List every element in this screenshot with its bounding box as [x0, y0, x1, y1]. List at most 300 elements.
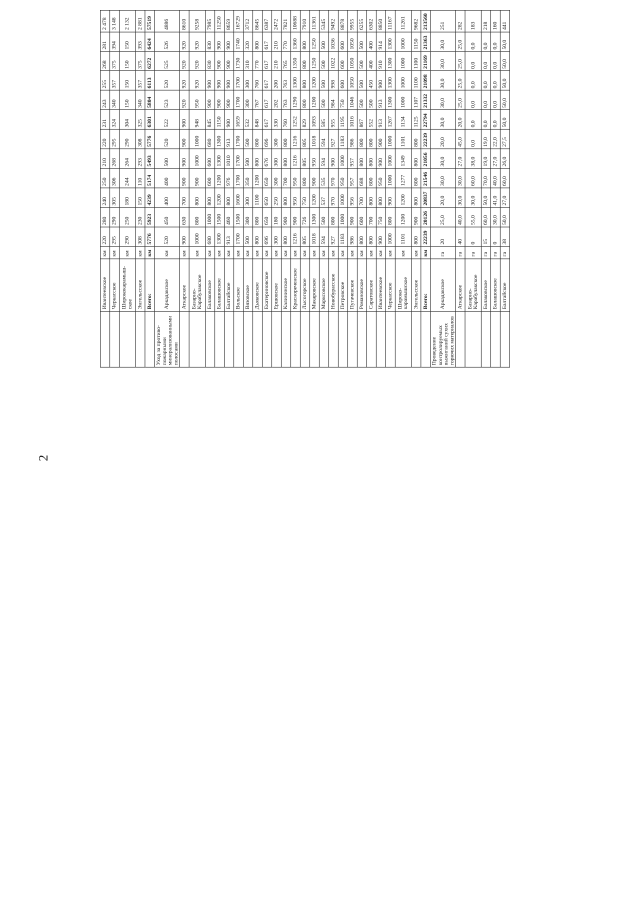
district-name-cell: Ивантеевское — [100, 259, 109, 312]
value-cell: 11261 — [395, 10, 411, 32]
value-cell: 7821 — [281, 10, 290, 32]
value-cell: 0,0 — [481, 71, 490, 91]
district-name-cell: Краснореченское — [291, 259, 300, 312]
value-cell: 375 — [110, 52, 119, 71]
value-cell: 1000 — [338, 188, 347, 208]
value-cell: 800 — [300, 52, 309, 71]
value-cell: 500 — [357, 32, 366, 52]
value-cell: 500 — [367, 90, 376, 110]
value-cell: 1250 — [310, 52, 319, 71]
value-cell: 585 — [319, 110, 328, 130]
table-row — [367, 10, 376, 367]
value-cell: 5493 — [145, 149, 154, 169]
table-row — [386, 10, 395, 367]
value-cell: 2 478 — [100, 10, 109, 32]
value-cell: 308 — [135, 227, 144, 247]
section-cell — [500, 311, 509, 367]
unit-cell: км — [215, 247, 224, 259]
value-cell: 180 — [119, 188, 135, 208]
table-row — [430, 10, 455, 367]
value-cell: 1216 — [291, 149, 300, 169]
value-cell: 150 — [119, 32, 135, 52]
unit-cell: км — [357, 247, 366, 259]
unit-cell: км — [145, 247, 154, 259]
value-cell: 220 — [100, 227, 109, 247]
value-cell: 900 — [224, 110, 233, 130]
value-cell: 0,0 — [465, 110, 481, 130]
value-cell: 986 — [348, 227, 357, 247]
table-row — [110, 10, 119, 367]
value-cell: 0,0 — [491, 71, 500, 91]
value-cell: 1730 — [234, 52, 243, 71]
table-row — [262, 10, 271, 367]
value-cell: 1000 — [189, 129, 205, 149]
value-cell: 900 — [376, 71, 385, 91]
district-name-cell: Вольское — [234, 259, 243, 312]
value-cell: 300 — [272, 168, 281, 188]
value-cell: 30,0 — [430, 149, 455, 169]
value-cell: 805 — [300, 149, 309, 169]
value-cell: 1101 — [395, 227, 411, 247]
value-cell: 1107 — [411, 90, 420, 110]
value-cell: 20126 — [421, 207, 430, 227]
value-cell: 40 — [456, 227, 465, 247]
district-name-cell: Аткарское — [456, 259, 465, 312]
value-cell: 9682 — [411, 10, 420, 32]
value-cell: 800 — [411, 168, 420, 188]
value-cell: 38,0 — [465, 149, 481, 169]
value-cell: 913 — [376, 110, 385, 130]
unit-cell: га — [500, 247, 509, 259]
section-cell — [386, 311, 395, 367]
value-cell: 630 — [180, 207, 189, 227]
value-cell: 6387 — [262, 10, 271, 32]
value-cell: 213560 — [421, 10, 430, 32]
value-cell: 220 — [100, 129, 109, 149]
value-cell: 900 — [215, 52, 224, 71]
value-cell: 1000 — [395, 32, 411, 52]
value-cell: 600 — [338, 52, 347, 71]
unit-cell: км — [300, 247, 309, 259]
value-cell: 8878 — [338, 10, 347, 32]
value-cell: 0,0 — [481, 32, 490, 52]
value-cell: 763 — [281, 90, 290, 110]
value-cell: 7910 — [300, 10, 309, 32]
table-body — [100, 10, 509, 367]
value-cell: 8659 — [224, 10, 233, 32]
value-cell: 1125 — [411, 110, 420, 130]
unit-cell: км — [411, 247, 420, 259]
rotated-table-frame — [100, 10, 510, 367]
value-cell: 30,0 — [430, 52, 455, 71]
value-cell: 295 — [110, 129, 119, 149]
value-cell: 240 — [100, 188, 109, 208]
unit-cell: км — [386, 247, 395, 259]
value-cell: 25,0 — [430, 207, 455, 227]
value-cell: 800 — [300, 90, 309, 110]
section-cell — [338, 311, 347, 367]
value-cell: 0,0 — [481, 52, 490, 71]
value-cell: 800 — [253, 129, 262, 149]
district-name-cell: Макаровское — [310, 259, 319, 312]
value-cell: 320 — [243, 32, 252, 52]
value-cell: 250 — [119, 207, 135, 227]
district-name-cell: Новобурасское — [329, 259, 338, 312]
section-cell — [376, 311, 385, 367]
district-name-cell: Энгельсское — [135, 259, 144, 312]
value-cell: 617 — [262, 52, 271, 71]
value-cell: 523 — [154, 90, 179, 110]
value-cell: 27,0 — [456, 149, 465, 169]
value-cell: 525 — [154, 52, 179, 71]
value-cell: 21363 — [421, 32, 430, 52]
value-cell: 900 — [376, 129, 385, 149]
unit-cell: км — [421, 247, 430, 259]
value-cell: 70,0 — [481, 168, 490, 188]
value-cell: 26,0 — [500, 149, 509, 169]
value-cell: 1290 — [291, 90, 300, 110]
value-cell: 950 — [291, 188, 300, 208]
value-cell: 290 — [119, 129, 135, 149]
value-cell: 1018 — [310, 227, 319, 247]
section-cell — [310, 311, 319, 367]
value-cell: 210 — [272, 52, 281, 71]
value-cell: 4239 — [145, 188, 154, 208]
value-cell: 6113 — [145, 71, 154, 91]
value-cell: 910 — [376, 52, 385, 71]
value-cell: 60,0 — [465, 168, 481, 188]
unit-cell: га — [465, 247, 481, 259]
district-name-cell: Широко-карамышское — [395, 259, 411, 312]
district-name-cell: Дьяковское — [253, 259, 262, 312]
value-cell: 4886 — [154, 10, 179, 32]
value-cell: 920 — [180, 52, 189, 71]
value-cell: 30,0 — [430, 90, 455, 110]
value-cell: 0,0 — [465, 71, 481, 91]
value-cell: 1200 — [310, 90, 319, 110]
value-cell: 526 — [154, 32, 179, 52]
value-cell: 900 — [215, 32, 224, 52]
value-cell: 800 — [300, 168, 309, 188]
value-cell: 400 — [367, 32, 376, 52]
value-cell: 800 — [367, 168, 376, 188]
value-cell: 1267 — [386, 110, 395, 130]
value-cell: 50,0 — [500, 207, 509, 227]
value-cell: 281 — [100, 32, 109, 52]
value-cell: 1100 — [411, 52, 420, 71]
value-cell: 800 — [376, 188, 385, 208]
value-cell: 268 — [110, 149, 119, 169]
value-cell: 800 — [411, 227, 420, 247]
value-cell: 231 — [100, 110, 109, 130]
unit-cell: км — [154, 247, 179, 259]
value-cell: 900 — [180, 227, 189, 247]
district-name-cell: Петровское — [338, 259, 347, 312]
value-cell: 1700 — [234, 168, 243, 188]
value-cell: 986 — [348, 129, 357, 149]
section-cell — [110, 311, 119, 367]
value-cell: 1183 — [338, 227, 347, 247]
value-cell: 537 — [319, 188, 328, 208]
value-cell: 27,5 — [500, 129, 509, 149]
value-cell: 293 — [135, 149, 144, 169]
value-cell: 30,0 — [430, 168, 455, 188]
value-cell: 57519 — [145, 10, 154, 32]
value-cell: 680 — [205, 129, 214, 149]
value-cell: 306 — [110, 168, 119, 188]
value-cell: 900 — [281, 207, 290, 227]
value-cell: 1000 — [386, 149, 395, 169]
value-cell: 1093 — [310, 110, 319, 130]
value-cell: 829 — [300, 110, 309, 130]
section-cell — [300, 311, 309, 367]
value-cell: 150 — [119, 90, 135, 110]
section-cell — [119, 311, 135, 367]
district-name-cell: Ширококарамыш-ское — [119, 259, 135, 312]
section-cell — [411, 311, 420, 367]
value-cell: 532 — [243, 110, 252, 130]
table-row — [189, 10, 205, 367]
value-cell: 1150 — [215, 110, 224, 130]
value-cell: 800 — [189, 188, 205, 208]
value-cell: 600 — [357, 207, 366, 227]
unit-cell: км — [205, 247, 214, 259]
value-cell: 800 — [205, 188, 214, 208]
value-cell: 8850 — [376, 10, 385, 32]
value-cell: 900 — [180, 110, 189, 130]
section-cell — [481, 311, 490, 367]
unit-cell: га — [430, 247, 455, 259]
value-cell: 243 — [100, 90, 109, 110]
value-cell: 300 — [272, 227, 281, 247]
table-row — [272, 10, 281, 367]
value-cell: 920 — [189, 32, 205, 52]
district-name-cell: Ивантеевское — [376, 259, 385, 312]
value-cell: 927 — [329, 227, 338, 247]
value-cell: 805 — [300, 227, 309, 247]
value-cell: 726 — [300, 207, 309, 227]
value-cell: 5804 — [145, 90, 154, 110]
value-cell: 1700 — [234, 71, 243, 91]
table-row — [145, 10, 154, 367]
district-name-cell: Лысогорское — [300, 259, 309, 312]
section-cell — [367, 311, 376, 367]
district-name-cell: Аркадакское — [154, 259, 179, 312]
value-cell: 30,0 — [430, 110, 455, 130]
district-name-cell: Балтайское — [500, 259, 509, 312]
value-cell: 900 — [386, 188, 395, 208]
value-cell: 11250 — [215, 10, 224, 32]
value-cell: 160 — [491, 10, 500, 32]
value-cell: 40,0 — [456, 207, 465, 227]
value-cell: 900 — [348, 207, 357, 227]
value-cell: 763 — [281, 71, 290, 91]
value-cell: 900 — [291, 207, 300, 227]
value-cell: 913 — [224, 227, 233, 247]
value-cell: 357 — [135, 71, 144, 91]
value-cell: 60,0 — [481, 207, 490, 227]
value-cell: 19,0 — [481, 129, 490, 149]
value-cell: 676 — [262, 149, 271, 169]
value-cell: 244 — [119, 168, 135, 188]
unit-cell: км — [110, 247, 119, 259]
district-name-cell: Ершовское — [272, 259, 281, 312]
value-cell: 350 — [243, 168, 252, 188]
value-cell: 927 — [329, 129, 338, 149]
value-cell: 1195 — [338, 110, 347, 130]
value-cell: 700 — [180, 188, 189, 208]
value-cell: 1300 — [386, 90, 395, 110]
value-cell: 830 — [205, 52, 214, 71]
unit-cell: км — [119, 247, 135, 259]
value-cell: 535 — [319, 168, 328, 188]
value-cell: 800 — [224, 188, 233, 208]
value-cell: 500 — [357, 90, 366, 110]
section-cell — [329, 311, 338, 367]
value-cell: 1050 — [348, 71, 357, 91]
value-cell: 450 — [367, 71, 376, 91]
value-cell: 617 — [262, 110, 271, 130]
value-cell: 800 — [300, 32, 309, 52]
value-cell: 520 — [154, 71, 179, 91]
value-cell: 600 — [338, 32, 347, 52]
value-cell: 1050 — [348, 32, 357, 52]
table-row — [215, 10, 224, 367]
value-cell: 800 — [411, 188, 420, 208]
table-row — [253, 10, 262, 367]
value-cell: 913 — [224, 129, 233, 149]
table-row — [348, 10, 357, 367]
table-row — [100, 10, 109, 367]
value-cell: 0,0 — [491, 110, 500, 130]
unit-cell: км — [338, 247, 347, 259]
value-cell: 520 — [154, 129, 179, 149]
table-row — [500, 10, 509, 367]
value-cell: 5776 — [145, 227, 154, 247]
value-cell: 20837 — [421, 188, 430, 208]
value-cell: 650 — [262, 207, 271, 227]
section-cell — [243, 311, 252, 367]
value-cell: 750 — [300, 188, 309, 208]
table-row — [180, 10, 189, 367]
value-cell: 1300 — [386, 71, 395, 91]
value-cell: 1000 — [189, 149, 205, 169]
table-row — [300, 10, 309, 367]
value-cell: 650 — [262, 168, 271, 188]
value-cell: 1700 — [234, 149, 243, 169]
value-cell: 5345 — [319, 10, 328, 32]
district-name-cell: Балтайское — [224, 259, 233, 312]
data-table — [100, 10, 510, 367]
value-cell: 1200 — [395, 188, 411, 208]
value-cell: 0,0 — [491, 32, 500, 52]
value-cell: 520 — [154, 227, 179, 247]
value-cell: 300 — [243, 207, 252, 227]
value-cell: 11361 — [310, 10, 319, 32]
value-cell: 290 — [119, 227, 135, 247]
district-name-cell: Екатериновское — [262, 259, 271, 312]
value-cell: 1016 — [348, 110, 357, 130]
value-cell: 1700 — [234, 90, 243, 110]
value-cell: 1300 — [386, 32, 395, 52]
value-cell: 1200 — [253, 168, 262, 188]
value-cell: 1046 — [348, 90, 357, 110]
table-row — [357, 10, 366, 367]
value-cell: 696 — [262, 227, 271, 247]
value-cell: 1183 — [338, 129, 347, 149]
district-name-cell: Вязовское — [243, 259, 252, 312]
value-cell: 22239 — [421, 129, 430, 149]
unit-cell: км — [189, 247, 205, 259]
section-cell — [348, 311, 357, 367]
value-cell: 1000 — [386, 168, 395, 188]
value-cell: 800 — [281, 188, 290, 208]
value-cell: 1000 — [386, 227, 395, 247]
value-cell: 800 — [367, 227, 376, 247]
section-cell — [100, 311, 109, 367]
value-cell: 800 — [300, 71, 309, 91]
value-cell: 50,0 — [481, 188, 490, 208]
value-cell: 1700 — [234, 227, 243, 247]
unit-cell: га — [481, 247, 490, 259]
value-cell: 9492 — [329, 10, 338, 32]
table-row — [281, 10, 290, 367]
value-cell: 1000 — [205, 207, 214, 227]
unit-cell: га — [456, 247, 465, 259]
value-cell: 914 — [376, 32, 385, 52]
table-row — [456, 10, 465, 367]
value-cell: 900 — [376, 227, 385, 247]
value-cell: 760 — [253, 71, 262, 91]
value-cell: 1200 — [215, 168, 224, 188]
value-cell: 1200 — [310, 188, 319, 208]
value-cell: 1010 — [224, 149, 233, 169]
value-cell: 900 — [215, 90, 224, 110]
value-cell: 2 881 — [135, 10, 144, 32]
value-cell: 30,0 — [430, 32, 455, 52]
value-cell: 1000 — [386, 129, 395, 149]
value-cell: 594 — [319, 129, 328, 149]
table-row — [291, 10, 300, 367]
section-cell — [272, 311, 281, 367]
value-cell: 1101 — [395, 129, 411, 149]
value-cell: 300 — [272, 149, 281, 169]
value-cell: 6424 — [145, 32, 154, 52]
value-cell: 1200 — [215, 188, 224, 208]
value-cell: 324 — [110, 110, 119, 130]
section-cell — [215, 311, 224, 367]
value-cell: 200 — [272, 71, 281, 91]
district-name-cell: Всего: — [145, 259, 154, 312]
value-cell: 900 — [411, 207, 420, 227]
table-row — [395, 10, 411, 367]
value-cell: 552 — [367, 110, 376, 130]
value-cell: 295 — [110, 227, 119, 247]
value-cell: 800 — [281, 149, 290, 169]
value-cell: 1000 — [338, 207, 347, 227]
value-cell: 1134 — [395, 110, 411, 130]
value-cell: 22,0 — [491, 129, 500, 149]
value-cell: 0,0 — [465, 129, 481, 149]
value-cell: 950 — [189, 90, 205, 110]
district-name-cell: Базарно-Карабулакское — [465, 259, 481, 312]
value-cell: 450 — [154, 207, 179, 227]
district-name-cell: Всего: — [421, 259, 430, 312]
value-cell: 617 — [262, 90, 271, 110]
value-cell: 460 — [224, 207, 233, 227]
value-cell: 21098 — [421, 71, 430, 91]
value-cell: 6255 — [357, 10, 366, 32]
